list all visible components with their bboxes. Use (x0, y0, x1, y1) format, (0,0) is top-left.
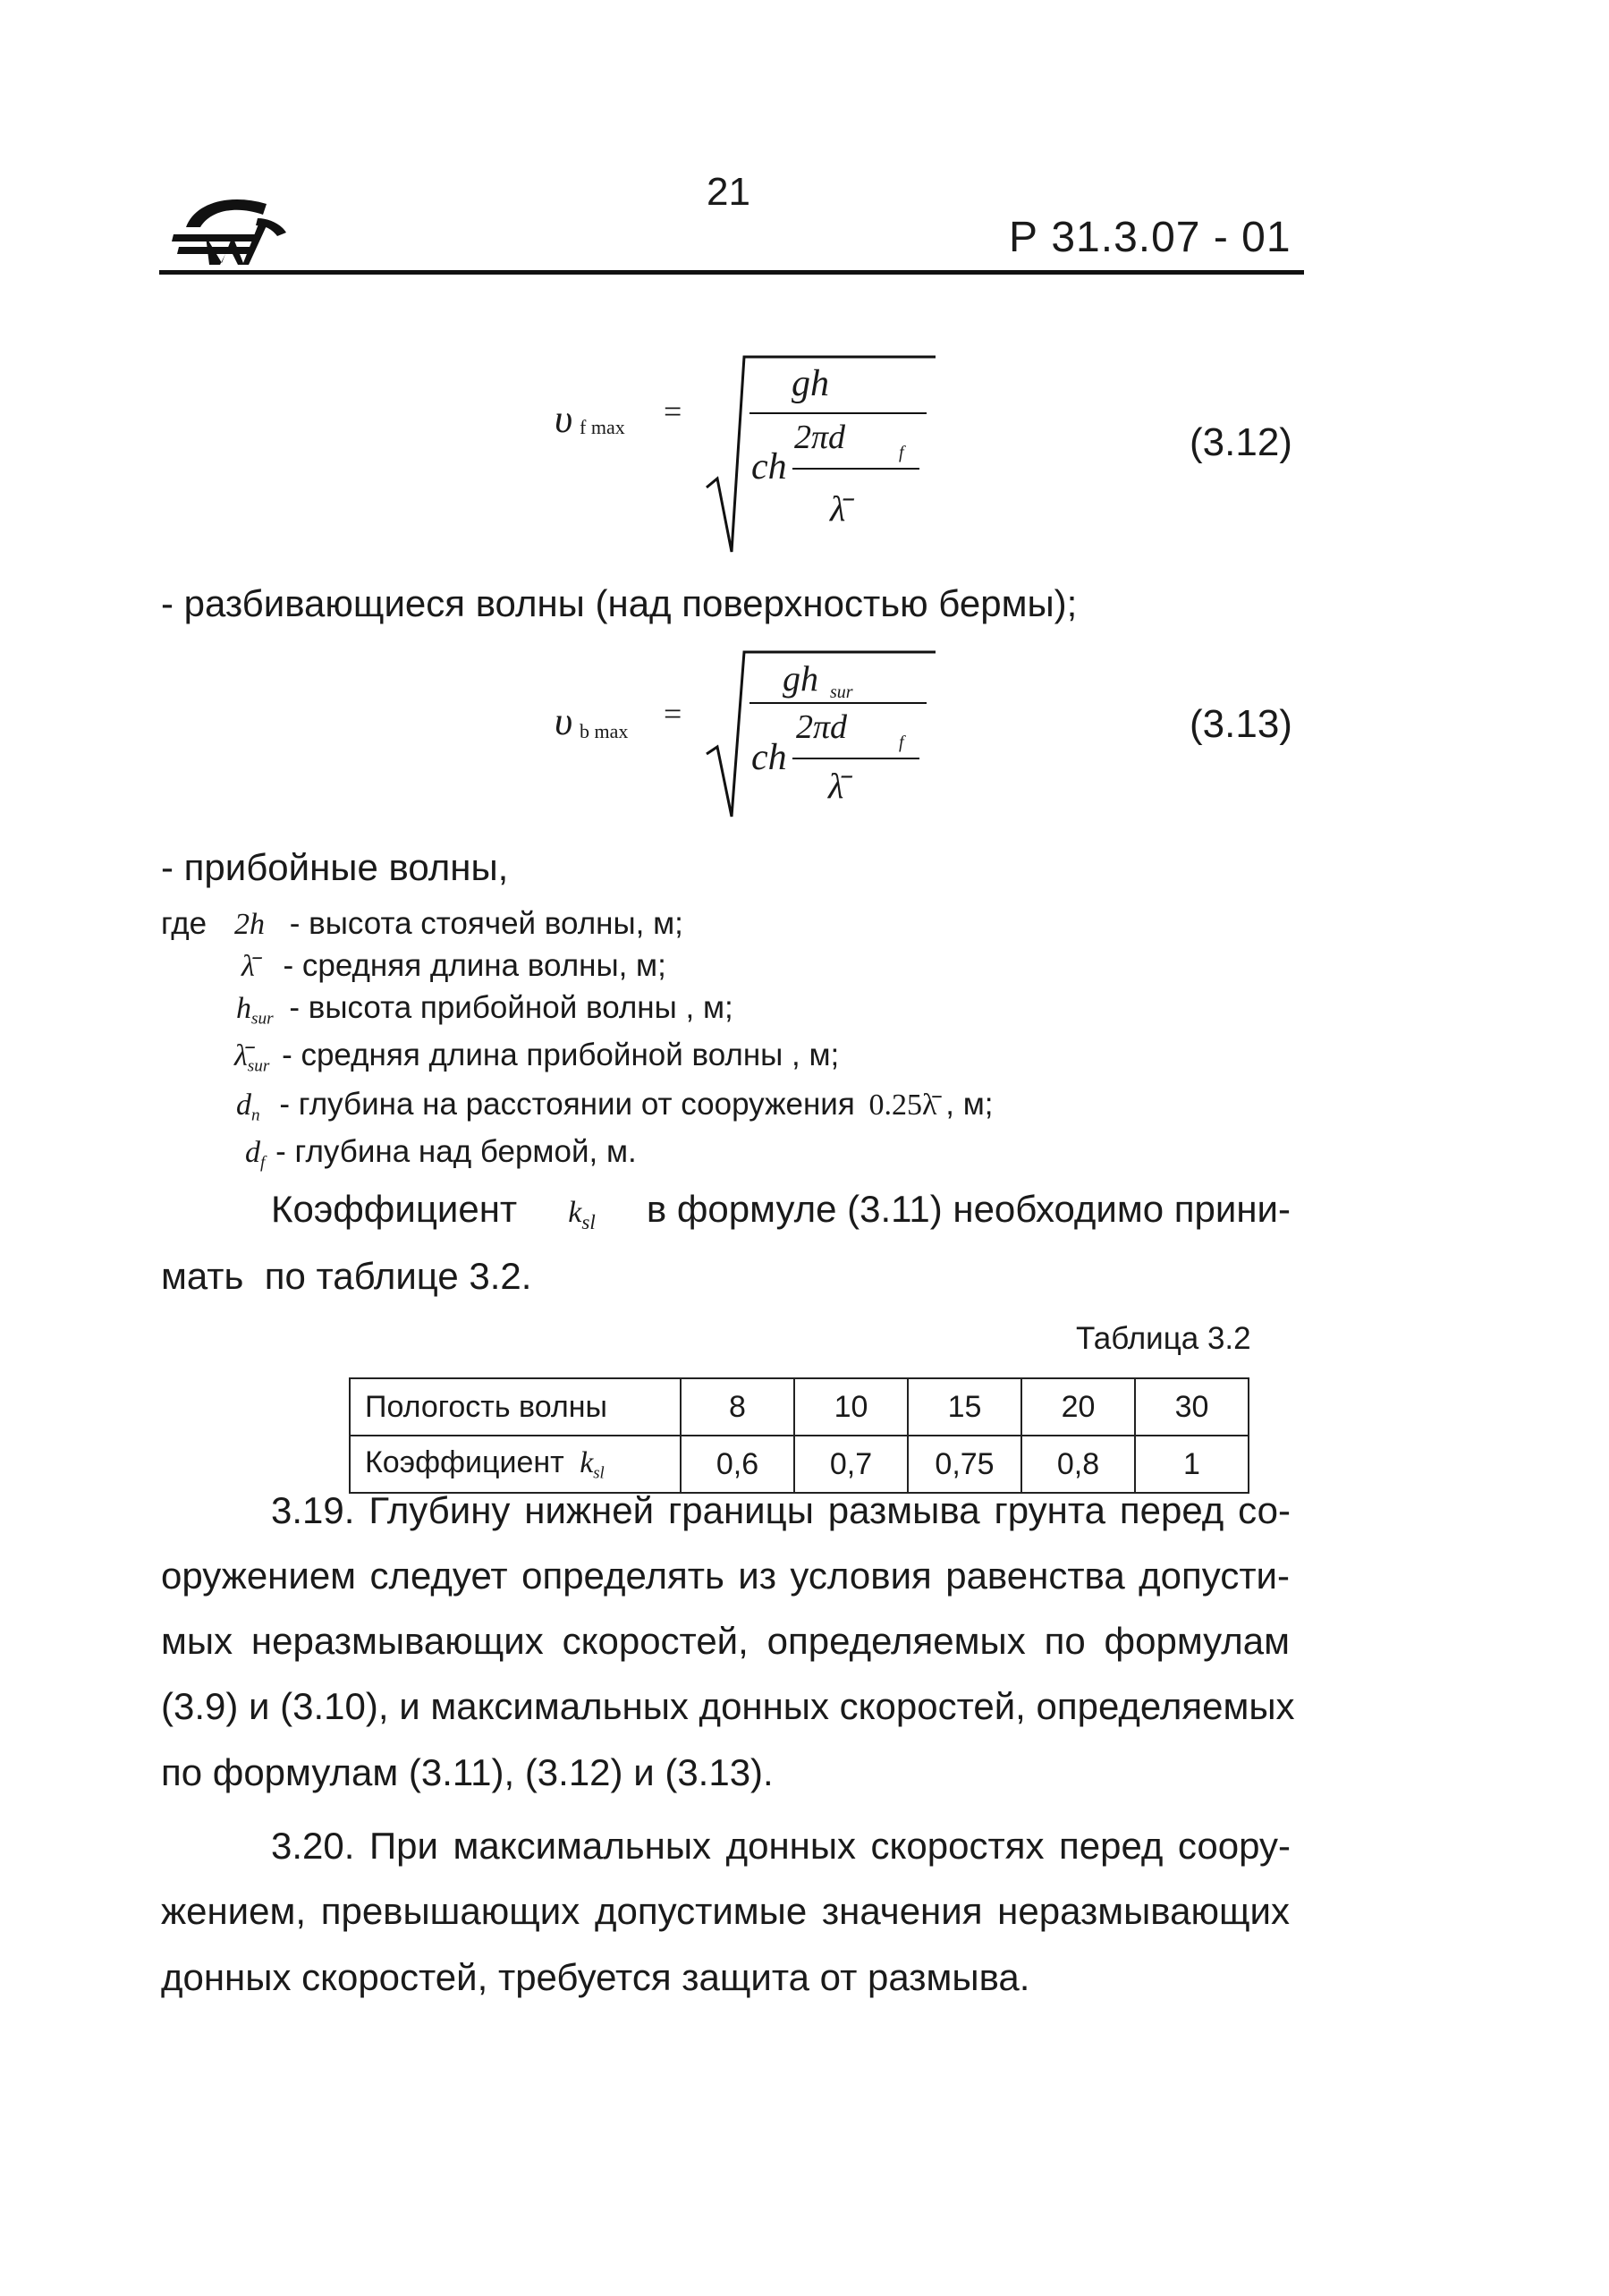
legend-text: - средняя длина прибойной волны , м; (282, 1038, 840, 1072)
section-3-19-line: по формулам (3.11), (3.12) и (3.13). (161, 1751, 774, 1793)
legend-symbol: d (245, 1136, 260, 1169)
equals-sign: = (664, 696, 682, 732)
inner-denominator: λ̄ (830, 488, 846, 529)
table-cell: 0,8 (1021, 1436, 1135, 1493)
legend-symbol-sub: sur (251, 1009, 274, 1029)
table-row-header: Пологость волны (350, 1378, 681, 1436)
legend-symbol-sub: f (260, 1153, 266, 1173)
legend-symbol: λ̄ (241, 950, 255, 983)
coef-symbol-sub: sl (581, 1210, 596, 1234)
coef-symbol-group (568, 1187, 596, 1235)
legend-text: - глубина над бермой, м. (275, 1134, 637, 1169)
legend-text: - высота прибойной волны , м; (289, 990, 733, 1025)
inner-numerator: 2πd (796, 708, 848, 746)
legend-text: - глубина на расстоянии от сооружения (279, 1087, 855, 1122)
inner-numerator: 2πd (794, 419, 846, 456)
section-3-20-line: жением, превышающих допустимые значения неразмывающих (161, 1890, 1290, 1932)
text-breaking-waves: - разбивающиеся волны (над поверхностью бермы); (161, 582, 1078, 624)
equation-number-3-13: (3.13) (1190, 702, 1292, 746)
table-cell: 30 (1135, 1378, 1249, 1436)
numerator-subscript: sur (830, 682, 853, 702)
formula-numerator: gh (792, 363, 829, 404)
coef-paragraph-line2: мать по таблице 3.2. (161, 1255, 532, 1297)
fraction-bar (749, 412, 927, 414)
legend-symbol: h (236, 992, 251, 1025)
section-3-20-line: 3.20. При максимальных донных скоростях перед соору- (271, 1825, 1291, 1867)
formula-3-12 (555, 353, 930, 555)
formula-numerator: gh (783, 658, 818, 699)
formula-lhs-subscript: f max (580, 416, 625, 438)
table-row-symbol: k (580, 1445, 594, 1479)
header-divider (159, 270, 1304, 275)
legend-item (234, 906, 683, 942)
legend-tail: , м; (945, 1087, 994, 1122)
section-3-20-line: донных скоростей, требуется защита от размыва. (161, 1956, 1030, 1998)
inner-fraction-bar (792, 468, 919, 470)
formula-3-13 (555, 648, 930, 818)
equation-number-3-12: (3.12) (1190, 420, 1292, 464)
formula-lhs-symbol: υ (555, 397, 573, 441)
section-3-19-line: (3.9) и (3.10), и максимальных донных скоростей, определяемых (161, 1685, 1295, 1727)
page-number: 21 (707, 170, 750, 214)
table-row (350, 1378, 1249, 1436)
table-row-header (350, 1436, 681, 1493)
legend-value: 0.25λ̄ (868, 1089, 937, 1122)
section-3-19-line: оружением следует определять из условия равенства допусти- (161, 1555, 1290, 1597)
inner-subscript: f (899, 443, 904, 462)
table-row-symbol-sub: sl (593, 1463, 605, 1483)
formula-lhs-symbol: υ (555, 699, 573, 743)
table-cell: 10 (794, 1378, 908, 1436)
table-cell: 0,7 (794, 1436, 908, 1493)
inner-denominator: λ̄ (828, 766, 844, 806)
legend-item (236, 990, 733, 1029)
legend-symbol: λ̄ (234, 1039, 248, 1072)
coef-symbol: k (568, 1196, 582, 1229)
legend-symbol: d (236, 1089, 251, 1122)
table-cell: 20 (1021, 1378, 1135, 1436)
legend-item (236, 1087, 994, 1126)
legend-symbol-sub: n (251, 1106, 260, 1125)
equals-sign: = (664, 394, 682, 429)
organization-logo-icon (168, 191, 293, 265)
section-3-19-line: 3.19. Глубину нижней границы размыва грунта перед со- (271, 1489, 1291, 1531)
inner-subscript: f (899, 733, 904, 752)
legend-text: - средняя длина волны, м; (283, 948, 666, 983)
legend-symbol: 2h (234, 908, 265, 941)
table-cell: 1 (1135, 1436, 1249, 1493)
legend-symbol-sub: sur (247, 1056, 270, 1076)
legend-text: - высота стоячей волны, м; (289, 906, 683, 941)
formula-ch: ch (751, 446, 787, 487)
formula-ch: ch (751, 737, 787, 778)
table-cell: 8 (681, 1378, 794, 1436)
section-3-19-line: мых неразмывающих скоростей, определяемых по формулам (161, 1620, 1290, 1662)
coef-text: в формуле (3.11) необходимо прини- (646, 1188, 1291, 1230)
coef-paragraph-line1 (271, 1187, 1291, 1235)
legend-item (234, 1038, 839, 1077)
legend-item (241, 948, 666, 984)
legend-item (245, 1134, 637, 1173)
table-cell: 0,6 (681, 1436, 794, 1493)
text-surf-waves: - прибойные волны, (161, 846, 509, 888)
inner-fraction-bar (792, 758, 919, 759)
table-cell: 0,75 (908, 1436, 1021, 1493)
table-row-label: Коэффициент (365, 1445, 564, 1479)
legend-where: где (161, 906, 207, 941)
table-cell: 15 (908, 1378, 1021, 1436)
coef-word: Коэффициент (271, 1188, 518, 1230)
fraction-bar (749, 702, 927, 704)
table-caption: Таблица 3.2 (1076, 1321, 1251, 1356)
coefficient-table (349, 1377, 1249, 1494)
formula-lhs-subscript: b max (580, 720, 629, 742)
document-code: Р 31.3.07 - 01 (1009, 214, 1291, 261)
table-row (350, 1436, 1249, 1493)
